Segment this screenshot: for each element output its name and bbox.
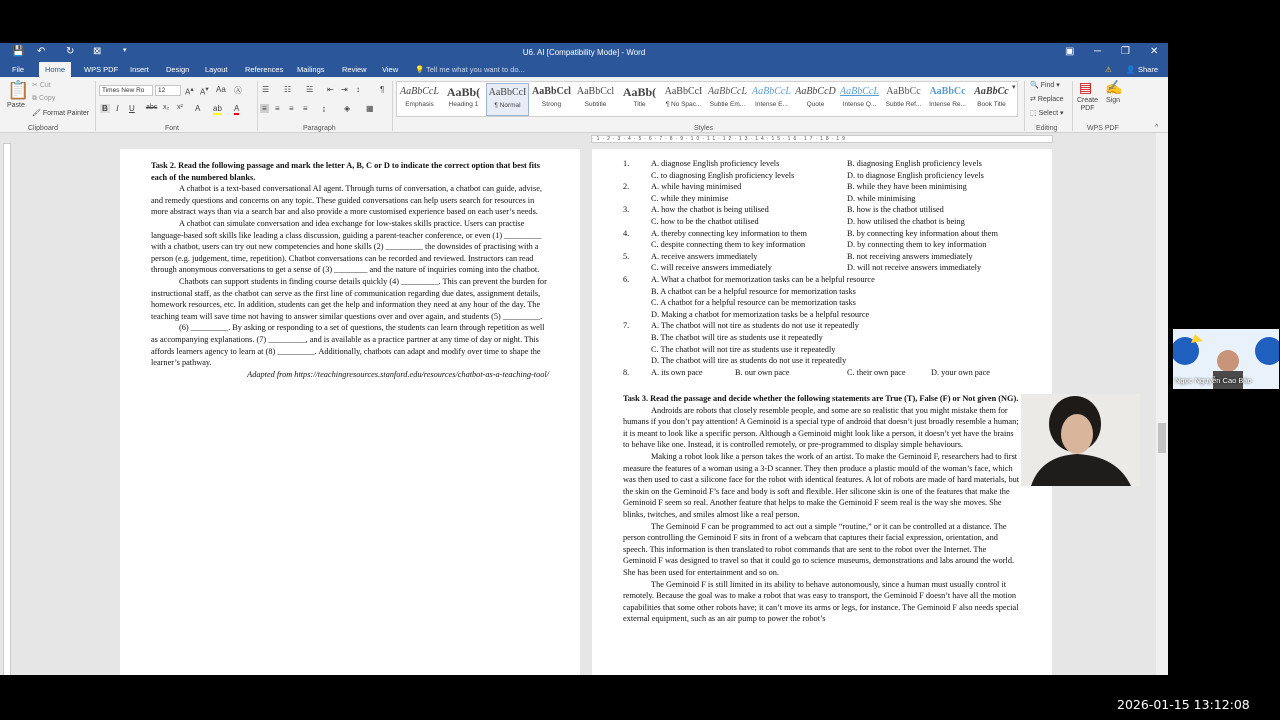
option-c: C. will receive answers immediately — [651, 263, 772, 273]
styles-gallery — [396, 81, 1018, 117]
font-group-label: Font — [165, 125, 180, 132]
restore-icon[interactable]: ❐ — [1121, 46, 1130, 57]
justify-icon[interactable]: ≡ — [303, 104, 308, 113]
divider — [1072, 81, 1073, 131]
strikethrough-icon[interactable]: abc — [146, 104, 158, 111]
bullets-icon[interactable]: ☰ — [262, 85, 270, 94]
option-d: D. how utilised the chatbot is being — [847, 217, 965, 226]
word-window — [0, 43, 1168, 675]
divider — [392, 81, 393, 131]
ribbon — [0, 77, 1168, 133]
cut-button[interactable]: ✂ Cut — [32, 82, 51, 89]
option-b: B. The chatbot will tire as students use it repeatedly — [651, 333, 823, 342]
style-name: Title — [633, 101, 646, 108]
shrink-font-icon[interactable]: A▾ — [200, 86, 209, 97]
share-icon[interactable]: 👤 — [1126, 65, 1136, 74]
create-pdf-icon[interactable]: ▤ — [1079, 79, 1093, 95]
divider — [1024, 81, 1025, 131]
style-quote[interactable] — [794, 83, 837, 116]
minimize-icon[interactable]: ─ — [1094, 46, 1102, 57]
style-name: Subtle Em... — [709, 101, 746, 108]
style-name: ¶ Normal — [494, 102, 521, 109]
style-preview: AaBbCcL — [752, 86, 791, 97]
style-preview: AaBbCcL — [400, 86, 439, 97]
style-preview: AaBbCcl — [576, 86, 615, 97]
style-name: Intense Re... — [929, 101, 966, 108]
create-pdf-button[interactable] — [1077, 97, 1098, 113]
find-button[interactable]: 🔍 Find ▾ — [1030, 82, 1060, 89]
tab-insert[interactable]: Insert — [130, 65, 149, 74]
style-strong[interactable] — [530, 83, 573, 116]
styles-more-icon[interactable]: ▾ — [1012, 84, 1016, 91]
font-size-select[interactable]: 12 — [155, 85, 181, 96]
option-a: A. diagnose English proficiency levels — [651, 159, 780, 168]
superscript-icon[interactable]: x² — [177, 104, 183, 111]
style-name: Intense E... — [755, 101, 788, 108]
format-painter-label: Format Painter — [42, 110, 90, 117]
style-name: ¶ No Spac... — [665, 101, 702, 108]
tab-view[interactable]: View — [382, 65, 399, 74]
option-d: D. The chatbot will tire as students do not use it repeatedly — [651, 356, 847, 366]
subscript-icon[interactable]: x₂ — [163, 104, 170, 111]
style-subtitle[interactable] — [574, 83, 617, 116]
sort-icon[interactable]: ↕ — [356, 85, 360, 94]
body-paragraph: Making a robot look like a person takes the work of an artist. To make the Geminoid F, researchers had to first measure the features of a woman using a 3-D scanner. They then produce a plastic mould of the woman’s face, which was then used to cast a silicone face for the robot with identical features. A lot of robots are made of hard materials, but the skin on the Geminoid F’s face and body is soft and flexible. Her silicone skin is one of the features that make the Geminoid F seem so real. Another feature that helps to make the Geminoid F seem real is the way she moves. She blinks, twitches, and smiles almost like a real person. — [623, 451, 1020, 519]
window-title: U6. AI [Compatibility Mode] - Word — [522, 48, 646, 57]
option-c: C. to diagnosing English proficiency levels — [651, 170, 795, 180]
option-c: C. while they minimise — [651, 193, 729, 203]
question-number: 3. — [623, 205, 630, 215]
style-intense-emphasis[interactable] — [750, 83, 793, 116]
style-intense-quote[interactable] — [838, 83, 881, 116]
question-number: 2. — [623, 182, 630, 192]
style-subtle-reference[interactable] — [882, 83, 925, 116]
style-preview: AaBb( — [446, 85, 481, 99]
style-preview: AaBbCcI — [488, 87, 527, 98]
sign-button[interactable]: Sign — [1106, 97, 1121, 104]
body-paragraph: A chatbot can simulate conversation and idea exchange for low-stakes skills practice. Users can practise language-based soft skills like leading a class discussion, guiding a parent-teacher conference, or even (1) _________ with a chatbot, users can try out new competencies and hone skills (2) _________ the downsides of practising with a person (e.g. judgement, time, repetition). Chatbot conversations can be recorded and reviewed. Instructors can read through anonymous conversations to get a sense of (3) ________ and the nature of inquiries coming into the chatbot. — [151, 218, 542, 275]
tab-references[interactable]: References — [245, 65, 284, 74]
style-book-title[interactable] — [970, 83, 1013, 116]
paragraph-group-label: Paragraph — [303, 125, 336, 132]
ribbon-tabs — [0, 62, 1168, 77]
style-name: Book Title — [977, 101, 1006, 108]
italic-icon[interactable]: I — [116, 104, 119, 113]
grow-font-icon[interactable]: A▴ — [185, 86, 194, 97]
horizontal-ruler[interactable]: ·1·2·3·4·5·6·7·8·9·10·11·12·13·14·15·16·17·18·19 — [591, 135, 1053, 143]
save-icon[interactable]: 💾 — [12, 46, 25, 57]
close-icon[interactable]: ✕ — [1150, 46, 1159, 57]
underline-icon[interactable]: U — [129, 104, 135, 113]
shading-icon[interactable]: ◈ — [344, 104, 351, 113]
copy-button[interactable]: ⧉ Copy — [32, 95, 56, 102]
document-page-left[interactable] — [120, 149, 580, 675]
question-number: 8. — [623, 367, 630, 377]
warning-icon[interactable]: ⚠ — [1105, 65, 1112, 74]
scrollbar-thumb[interactable] — [1158, 423, 1166, 453]
style-name: Subtitle — [584, 101, 607, 108]
align-right-icon[interactable]: ≡ — [289, 104, 294, 113]
style-intense-reference[interactable] — [926, 83, 969, 116]
borders-icon[interactable]: ▦ — [366, 104, 374, 113]
option-d: D. will not receive answers immediately — [847, 263, 982, 273]
vertical-ruler[interactable] — [3, 143, 11, 675]
option-b: B. not receiving answers immediately — [847, 251, 973, 261]
show-marks-icon[interactable]: ¶ — [380, 85, 385, 94]
body-paragraph: Androids are robots that closely resemble people, and some are so realistic that you might mistake them for humans if you don’t pay attention! A Geminoid is a special type of android that doesn’t just broadly resemble a human; it is meant to look like a specific person. Although a Geminoid might look like a person, it doesn’t yet have the brains to behave like one. Instead, it is controlled remotely, or pre-programmed to display simple behaviours. — [623, 405, 1019, 450]
divider — [257, 81, 258, 131]
option-c: C. A chatbot for a helpful resource can be memorization tasks — [651, 298, 856, 308]
body-paragraph: The Geminoid F can be programmed to act out a simple “routine,” or it can be controlled at a distance. The person controlling the Geminoid F sits in front of a webcam that captures their facial expression, orientation, and speech. This information is then translated to robot commands that are sent to the robot over the Internet. The Geminoid F was designed to travel so that it could go to science museums, demonstrations and labs around the world. She has been used for entertainment and so on. — [623, 521, 1015, 577]
lightbulb-icon: 💡 — [415, 65, 425, 74]
styles-group-label: Styles — [694, 125, 714, 132]
option-a: A. how the chatbot is being utilised — [651, 205, 769, 215]
tab-wps-pdf[interactable]: WPS PDF — [84, 65, 119, 74]
participant-name: Ngọc Nguyễn Cao Bảo — [1175, 376, 1252, 385]
style-name: Heading 1 — [448, 101, 479, 108]
select-label: Select — [1038, 110, 1059, 117]
option-b: B. A chatbot can be a helpful resource for memorization tasks — [651, 286, 856, 296]
source-citation: Adapted from https://teachingresources.stanford.edu/resources/chatbot-as-a-teaching-tool/ — [247, 369, 549, 379]
font-name-select[interactable]: Times New Ro — [99, 85, 153, 96]
tab-mailings[interactable]: Mailings — [297, 65, 325, 74]
numbering-icon[interactable]: ☷ — [284, 85, 292, 94]
find-label: Find — [1040, 82, 1055, 89]
question-number: 6. — [623, 275, 630, 284]
question-number: 7. — [623, 321, 630, 331]
align-left-icon[interactable]: ≡ — [262, 104, 267, 113]
change-case-icon[interactable]: Aa — [216, 85, 226, 94]
customize-qat-icon[interactable]: ▾ — [123, 47, 127, 54]
clipboard-group-label: Clipboard — [28, 125, 58, 132]
style-no-spacing[interactable] — [662, 83, 705, 116]
task3-title: Task 3. Read the passage and decide whether the following statements are True (T), False (F) or Not given (NG). — [623, 394, 1019, 403]
option-d: D. by connecting them to key information — [847, 240, 987, 250]
copy-label: Copy — [38, 95, 56, 102]
clock: 2026-01-15 13:12:08 — [1117, 697, 1250, 712]
wps-group-label: WPS PDF — [1087, 125, 1119, 132]
body-paragraph: Chatbots can support students in finding course details quickly (4) _________. This can prevent the burden for instructional staff, as the chatbot can serve as the first line of communication regarding due dates, assignment details, homework resources, etc. In addition, students can get the help and information they need at any hour of the day. The teaching team will save time not having to answer similar questions over and over again, and students (5) _________. — [151, 276, 547, 321]
option-b: B. our own pace — [735, 367, 790, 377]
replace-label: Replace — [1037, 96, 1064, 103]
option-c: C. despite connecting them to key information — [651, 240, 806, 250]
tab-review[interactable]: Review — [342, 65, 367, 74]
title-bar — [0, 43, 1168, 62]
option-b: B. how is the chatbot utilised — [847, 205, 944, 215]
style-preview: AaBb( — [622, 85, 657, 99]
option-c: C. their own pace — [847, 367, 906, 377]
style-normal[interactable] — [486, 83, 529, 116]
document-page-right[interactable] — [592, 149, 1052, 675]
line-spacing-icon[interactable]: ↨ — [322, 104, 326, 113]
option-d: D. Making a chatbot for memorization tasks be a helpful resource — [651, 309, 870, 319]
ribbon-display-icon[interactable]: ▣ — [1065, 46, 1075, 57]
option-b: B. while they have been minimising — [847, 182, 967, 192]
style-preview: AaBbCc — [974, 86, 1009, 97]
paste-button[interactable]: Paste — [7, 102, 25, 109]
touch-mode-icon[interactable]: ⊠ — [93, 46, 102, 57]
style-name: Emphasis — [405, 101, 434, 108]
tab-file[interactable]: File — [12, 65, 25, 74]
paste-icon[interactable]: 📋 — [7, 80, 30, 100]
pdf-label: PDF — [1080, 105, 1095, 112]
multilevel-list-icon[interactable]: ☱ — [306, 85, 314, 94]
highlight-icon[interactable]: ab — [213, 104, 222, 113]
style-name: Intense Q... — [842, 101, 877, 108]
editing-group-label: Editing — [1036, 125, 1058, 132]
option-b: B. by connecting key information about them — [847, 228, 998, 238]
undo-icon[interactable]: ↶ — [37, 46, 46, 57]
sign-icon[interactable]: ✍ — [1105, 79, 1123, 95]
participant-video[interactable] — [1173, 329, 1279, 389]
style-name: Subtle Ref... — [885, 101, 922, 108]
question-number: 5. — [623, 251, 630, 261]
create-label: Create — [1077, 97, 1099, 104]
option-d: D. to diagnose English proficiency levels — [847, 170, 984, 180]
font-color-icon[interactable]: A — [234, 104, 240, 113]
bold-icon[interactable]: B — [102, 104, 108, 113]
style-preview: AaBbCcL — [840, 86, 879, 97]
style-name: Quote — [806, 101, 825, 108]
style-preview: AaBbCcI — [664, 86, 703, 97]
tell-me-input[interactable]: Tell me what you want to do... — [426, 65, 525, 74]
presenter-video-icon — [1021, 394, 1140, 486]
decrease-indent-icon[interactable]: ⇤ — [327, 85, 334, 94]
question-number: 4. — [623, 228, 630, 238]
option-a: A. its own pace — [651, 367, 703, 377]
option-d: D. your own pace — [931, 367, 990, 377]
option-c: C. The chatbot will not tire as students use it repeatedly — [651, 344, 836, 354]
format-painter-button[interactable]: 🖌 Format Painter — [32, 110, 90, 117]
task3-section — [623, 393, 1021, 625]
style-title[interactable] — [618, 83, 661, 116]
style-name: Strong — [541, 101, 562, 108]
tab-layout[interactable]: Layout — [205, 65, 228, 74]
style-subtle-emphasis[interactable] — [706, 83, 749, 116]
text-effects-icon[interactable]: A — [195, 104, 201, 113]
body-paragraph: A chatbot is a text-based conversational AI agent. Through turns of conversation, a chatbot can guide, advise, and remedy questions and concerns on any topic. These guided conversations can help users search for resources in more abstract ways than via a search bar and also provide a more customised experience based on each user’s needs. — [151, 184, 542, 217]
option-a: A. while having minimised — [651, 182, 742, 192]
style-preview: AaBbCcD — [795, 86, 836, 97]
option-a: A. The chatbot will not tire as students do not use it repeatedly — [651, 321, 859, 331]
option-a: A. receive answers immediately — [651, 251, 758, 261]
style-preview: AaBbCcl — [532, 86, 571, 97]
select-button[interactable]: ⬚ Select ▾ — [1030, 110, 1064, 117]
vertical-scrollbar[interactable] — [1156, 133, 1168, 675]
style-preview: AaBbCc — [929, 86, 966, 97]
body-paragraph: (6) _________. By asking or responding to a set of questions, the students can learn through repetition as well as accompanying explanations. (7) _________, and is available as a practice partner at any time of day or night. This affords learners agency to learn at (8) _________. Additionally, chatbots can adapt and modify over time to shape the learner’s pathway. — [151, 323, 545, 368]
option-d: D. while minimising — [847, 193, 916, 203]
increase-indent-icon[interactable]: ⇥ — [341, 85, 348, 94]
option-a: A. What a chatbot for memorization tasks can be a helpful resource — [651, 275, 875, 284]
presenter-webcam — [1021, 394, 1140, 486]
style-preview: AaBbCc — [886, 86, 921, 97]
redo-icon[interactable]: ↻ — [66, 46, 75, 57]
tab-design[interactable]: Design — [166, 65, 190, 74]
style-heading-1[interactable] — [442, 83, 485, 116]
body-paragraph: The Geminoid F is still limited in its ability to behave autonomously, since a human must usually control it remotely. Because the goal was to make a robot that was easy to transport, the Geminoid F doesn’t have all the motion capabilities that some other robots have; it can’t move its arms or legs, for instance. The Geminoid F also needs special external equipment, such as an air pump to power the robot’s — [623, 579, 1019, 624]
option-c: C. how to be the chatbot utilised — [651, 217, 759, 226]
divider — [95, 81, 96, 131]
style-emphasis[interactable] — [398, 83, 441, 116]
tab-home[interactable]: Home — [39, 62, 71, 77]
style-preview: AaBbCcL — [708, 86, 747, 97]
replace-button[interactable]: ⇄ Replace — [1030, 96, 1064, 103]
align-center-icon[interactable]: ≡ — [275, 104, 280, 113]
option-b: B. diagnosing English proficiency levels — [847, 159, 982, 168]
option-a: A. thereby connecting key information to them — [651, 228, 807, 238]
question-number: 1. — [623, 159, 630, 168]
share-button[interactable]: Share — [1138, 65, 1159, 74]
collapse-ribbon-icon[interactable]: ^ — [1155, 124, 1159, 131]
clear-format-icon[interactable]: Ⓐ — [234, 86, 242, 95]
cut-label: Cut — [39, 82, 51, 89]
task2-title: Task 2. Read the following passage and mark the letter A, B, C or D to indicate the correct option that best fits each of the numbered blanks. — [151, 161, 540, 182]
